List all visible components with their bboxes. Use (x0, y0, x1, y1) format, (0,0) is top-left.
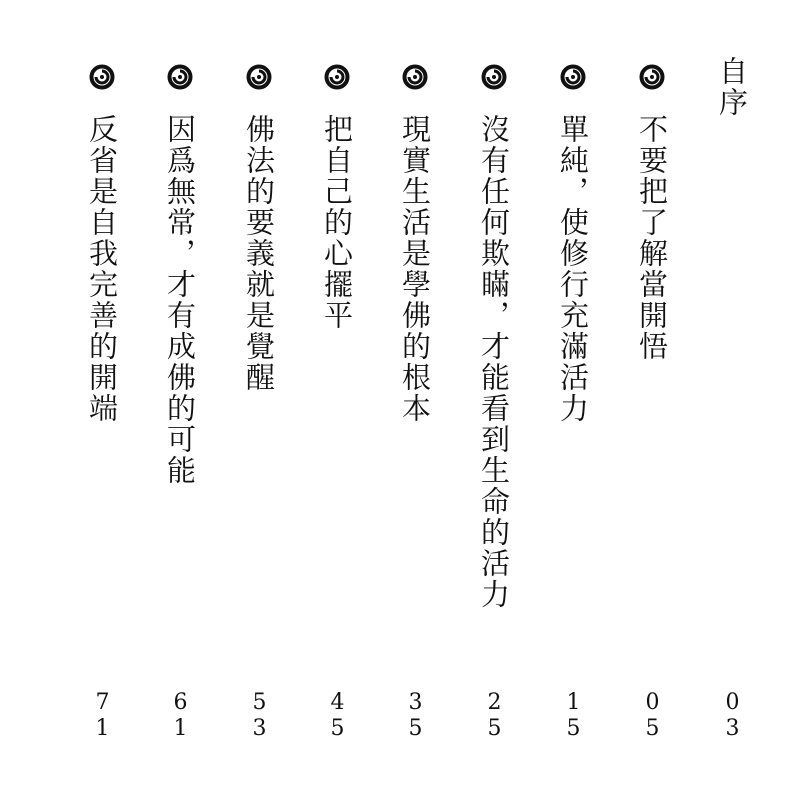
spiral-bullet-icon (558, 62, 588, 92)
spiral-bullet-icon (479, 62, 509, 92)
toc-entry[interactable] (154, 56, 206, 776)
toc-entry[interactable] (233, 56, 285, 776)
toc-entry[interactable] (389, 56, 441, 776)
spiral-bullet-icon (322, 62, 352, 92)
spiral-bullet-icon (244, 62, 274, 92)
preface-title: 自序 (715, 56, 749, 118)
toc-entry[interactable] (547, 56, 599, 776)
entry-title: 現實生活是學佛的根本 (398, 114, 432, 424)
entry-page-number: 61 (168, 690, 193, 742)
entry-title: 因爲無常，才有成佛的可能 (163, 114, 197, 486)
entry-page-number: 15 (561, 690, 586, 742)
toc-entry[interactable] (76, 56, 128, 776)
entry-title: 不要把了解當開悟 (635, 114, 669, 362)
toc-preface[interactable] (706, 56, 758, 776)
toc-entry[interactable] (311, 56, 363, 776)
entry-page-number: 35 (403, 690, 428, 742)
spiral-bullet-icon (87, 62, 117, 92)
entry-title: 沒有任何欺瞞，才能看到生命的活力 (477, 114, 511, 610)
entry-title: 把自己的心擺平 (320, 114, 354, 331)
entry-title: 單純，使修行充滿活力 (556, 114, 590, 424)
toc-entry[interactable] (468, 56, 520, 776)
spiral-bullet-icon (165, 62, 195, 92)
spiral-bullet-icon (400, 62, 430, 92)
toc-entry[interactable] (626, 56, 678, 776)
entry-page-number: 45 (325, 690, 350, 742)
entry-page-number: 05 (640, 690, 665, 742)
entry-title: 佛法的要義就是覺醒 (242, 114, 276, 393)
spiral-bullet-icon (637, 62, 667, 92)
entry-page-number: 53 (247, 690, 272, 742)
preface-page-number: 03 (720, 690, 745, 742)
entry-page-number: 25 (482, 690, 507, 742)
entry-title: 反省是自我完善的開端 (85, 114, 119, 424)
entry-page-number: 71 (90, 690, 115, 742)
